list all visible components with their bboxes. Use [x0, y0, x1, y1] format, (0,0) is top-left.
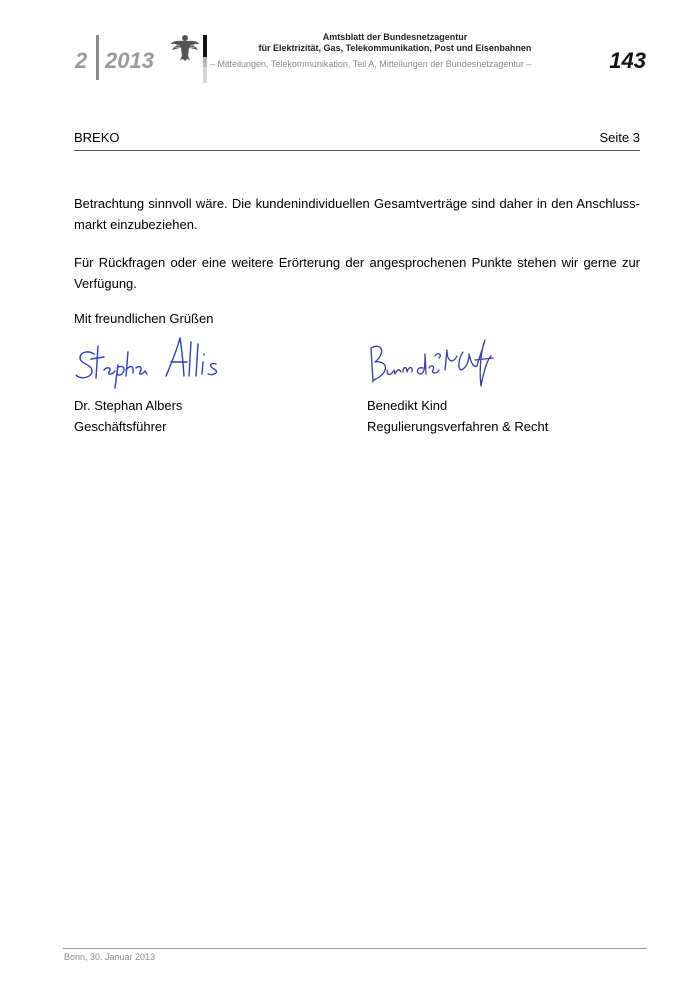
signature-kind: [365, 326, 505, 394]
gazette-section: – Mitteilungen, Telekommunikation, Teil A, Mitteilungen der Bundesnetzagentur –: [210, 59, 532, 69]
flag-bar: [203, 35, 207, 83]
body-paragraph: Betrachtung sinnvoll wäre. Die kundenindividuellen Gesamtverträge sind daher in den Anschluss-markt einzubeziehen.: [74, 196, 640, 232]
running-header-right: Seite 3: [599, 130, 640, 145]
signatory-role: Geschäftsführer: [74, 419, 167, 434]
signatory-albers: [74, 395, 182, 437]
gazette-title-sub: für Elektrizität, Gas, Telekommunikation, Post und Eisenbahnen: [258, 43, 532, 53]
footer-rule: [63, 948, 647, 949]
masthead-divider: [96, 35, 99, 80]
body-paragraph: Für Rückfragen oder eine weitere Erörterung der angesprochenen Punkte stehen wir gerne zur Verfügung.: [74, 255, 640, 291]
signatory-name: Benedikt Kind: [367, 398, 448, 413]
header-rule: [74, 150, 640, 151]
footer-place-date: Bonn, 30. Januar 2013: [64, 952, 156, 962]
signatory-name: Dr. Stephan Albers: [74, 398, 183, 413]
signatory-kind: [367, 395, 548, 437]
signature-albers: [70, 332, 230, 392]
page-number: 143: [609, 48, 646, 73]
federal-eagle-icon: [170, 32, 200, 62]
issue-year: 2013: [105, 48, 154, 73]
issue-number: 2: [75, 48, 88, 73]
running-header-left: BREKO: [74, 130, 120, 145]
closing-phrase: Mit freundlichen Grüßen: [74, 311, 214, 326]
gazette-title: Amtsblatt der Bundesnetzagentur: [322, 32, 468, 42]
signatory-role: Regulierungsverfahren & Recht: [367, 419, 549, 434]
